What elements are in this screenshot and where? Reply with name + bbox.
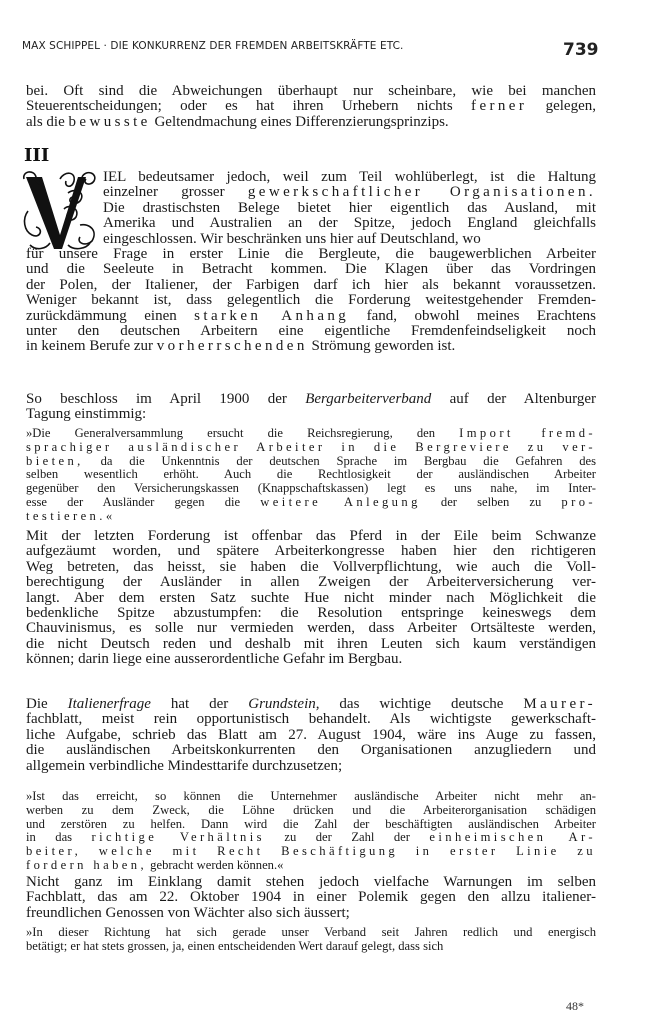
text-run: und zerstören zu helfen. Dann wird die Zahl der beschäftigten ausländischen Arbeiter [26,816,596,831]
text-line [26,324,596,339]
paragraph-4 [26,529,596,668]
quotation-3 [26,926,596,954]
text-line [26,496,596,510]
text-line [26,790,596,804]
text-run: Strömung geworden ist. [307,338,456,355]
spaced-emphasis: richtige Verhältnis [91,830,265,845]
text-run: So beschloss im April 1900 der [26,391,306,407]
text-line [26,99,596,114]
text-run: bei. Oft sind die Abweichungen überhaupt nur scheinbare, wie bei manchen [26,83,596,99]
text-line [26,293,596,308]
section-numeral: III [24,145,50,166]
text-run: einzelner grosser [103,184,248,201]
running-title: MAX SCHIPPEL · DIE KONKURRENZ DER FREMDEN ARBEITSKRÄFTE ETC. [22,40,404,52]
spaced-emphasis: gewerkschaftlicher Organisationen. [247,184,596,201]
text-run: Die drastischsten Belege bietet hier eigentlich das Ausland, mit [103,199,596,216]
text-run: in keinem Berufe zur [26,338,157,355]
text-run: selben wesentlich erhöht. Auch die Rechtlosigkeit der ausländischen Arbeiter [26,467,596,482]
paragraph-6 [26,875,596,921]
spaced-emphasis: starken Anhang [194,307,350,324]
text-line [26,759,596,774]
text-run: Nicht ganz im Einklang damit stehen jedoch vielfache Warnungen im selben [26,874,596,890]
text-run: berechtigung der Ausländer in allen Zweigen der Arbeiterversicherung ver- [26,574,596,591]
text-line [26,804,596,818]
text-line [26,845,596,859]
text-run: »In dieser Richtung hat sich gerade unser Verband seit Jahren redlich und energisch [26,925,596,939]
text-line [26,859,596,873]
spaced-emphasis: Import fremd- [459,426,596,440]
page-number: 739 [563,40,599,60]
spaced-emphasis: Maurer- [523,696,596,712]
spaced-emphasis: beiter, welche mit Recht Beschäftigung in erster Linie zu [26,844,596,859]
spaced-emphasis: testieren. [26,508,106,523]
text-run: fand, obwohl meines Erachtens [349,307,596,324]
text-line [26,818,596,832]
text-run: gebracht werden können.« [147,857,284,872]
text-run: betätigt; er hat stets grossen, ja, einen entscheidenden Wert darauf gelegt, dass sich [26,938,444,953]
paragraph-5 [26,697,596,774]
text-line [26,621,596,636]
text-run: Geltendmachung eines Differenzierungsprinzips. [150,113,449,130]
text-run: »Die Generalversammlung ersucht die Reichsregierung, den [26,426,460,440]
quotation-2 [26,790,596,873]
text-run: gegenüber den Versicherungskassen (Knappschaftskassen) legt es uns nahe, im Inter- [26,481,596,496]
italic-emphasis: Bergarbeiterverband [305,391,432,407]
text-run: eingeschlossen. Wir beschränken uns hier auf Deutschland, wo [103,230,481,247]
text-run: auf der Altenburger [431,391,596,407]
text-line [26,728,596,743]
text-line [103,232,596,247]
text-run: Amerika und Australien an der Spitze, jedoch England gleichfalls [103,215,596,232]
text-line [26,637,596,652]
text-line [103,185,596,200]
text-line [26,544,596,559]
spaced-emphasis: einheimischen Ar- [429,830,596,845]
text-line [26,262,596,277]
paragraph-2-indented [26,170,596,247]
text-run: zurückdämmung einen [26,307,195,324]
text-line [26,652,596,667]
spaced-emphasis: pro- [561,494,597,509]
signature-mark: 48* [566,999,584,1013]
text-run: Mit der letzten Forderung ist offenbar das Pferd in der Eile beim Schwanze [26,528,596,544]
text-run: esse der Ausländer gegen die [26,494,261,509]
text-run: IEL bedeutsamer jedoch, weil zum Teil wohlüberlegt, ist die Haltung [103,169,596,185]
italic-emphasis: Grundstein, [248,696,320,712]
text-line [103,170,596,185]
text-line [26,926,596,940]
text-line [26,510,596,524]
text-run: Chauvinismus, es solle nur vermieden werden, dass Arbeiter Ortsälteste werden, [26,620,596,637]
text-line [26,831,596,845]
text-line [103,201,596,216]
text-run: der Polen, der Italiener, der Farbigen darf ich hier als bekannt voraussetzen. [26,276,596,293]
paragraph-3 [26,392,596,423]
text-run: langt. Aber dem ersten Satz suchte Hue nicht minder nach Möglichkeit die [26,589,596,606]
text-run: der selben zu [420,494,562,509]
text-line [26,455,596,469]
text-line [26,482,596,496]
text-line [26,309,596,324]
text-line [26,247,596,262]
text-run: und die Seeleute in Betracht kommen. Die Klagen über das Vordringen [26,261,596,278]
italic-emphasis: Italienerfrage [67,696,151,712]
text-run: Weg betreten, das heisst, sie haben die Vollverpflichtung, wie auch die Voll- [26,558,596,575]
text-run: die nicht Deutsch reden und deshalb mit ihren Leuten sich kaum verständigen [26,635,596,652]
text-run: die ausländischen Arbeitskonkurrenten den Organisationen anzugliedern und [26,742,596,759]
text-line [26,84,596,99]
text-run: freundlichen Genossen von Wächter also sich äussert; [26,904,350,921]
text-run: da die Unkenntnis der deutschen Sprache im Bergbau die Gefahren des [83,453,596,468]
text-run: können; darin liege eine ausserordentliche Gefahr im Bergbau. [26,651,403,668]
text-run: Weniger bekannt ist, dass gelegentlich die Forderung weitestgehender Fremden- [26,292,596,309]
text-run: das wichtige deutsche [319,696,524,712]
text-line [26,407,596,422]
text-line [26,529,596,544]
spaced-emphasis: bieten, [26,453,84,468]
text-line [26,875,596,890]
text-line [26,392,596,407]
quotation-1 [26,427,596,524]
text-run: als die [26,113,69,130]
spaced-emphasis: bewusste [68,113,151,130]
spaced-emphasis: sprachiger ausländischer Arbeiter in die Bergreviere zu ver- [26,439,596,454]
text-line [26,906,596,921]
text-run: Steuerentscheidungen; oder es hat ihren Urhebern nichts [26,98,472,115]
text-line [26,940,596,954]
text-line [103,216,596,231]
text-run: aufgezäumt worden, und spätere Arbeiterkongresse haben hier den richtigeren [26,543,596,560]
text-line [26,606,596,621]
text-run: für unsere Frage in erster Linie die Bergleute, die baugewerblichen Arbeiter [26,246,596,262]
text-line [26,560,596,575]
text-run: hat der [150,696,249,712]
text-run: bedenkliche Spitze abzustumpfen: die Resolution entspringe keineswegs dem [26,605,596,622]
text-line [26,890,596,905]
spaced-emphasis: vorherrschenden [156,338,308,355]
text-line [26,591,596,606]
text-line [26,278,596,293]
text-run: Tagung einstimmig: [26,406,147,423]
text-line [26,712,596,727]
spaced-emphasis: ferner [471,98,528,115]
text-run: zu der Zahl der [264,830,430,845]
text-run: »Ist das erreicht, so können die Unternehmer ausländische Arbeiter nicht mehr an- [26,789,596,803]
paragraph-2 [26,247,596,355]
text-run: gelegen, [527,98,596,115]
text-run: in das [26,830,92,845]
text-line [26,115,596,130]
text-run: werben zu dem Zweck, die Löhne drücken und die Arbeiterorganisation schädigen [26,802,596,817]
text-line [26,468,596,482]
text-run: Fachblatt, das am 22. Oktober 1904 in einer Polemik gegen den allzu italiener- [26,889,596,906]
text-line [26,743,596,758]
text-line [26,575,596,590]
text-run: fachblatt, meist rein opportunistisch behandelt. Als wichtigste gewerkschaft- [26,711,596,728]
text-line [26,441,596,455]
spaced-emphasis: fordern haben, [26,857,148,872]
spaced-emphasis: weitere Anlegung [260,494,421,509]
text-line [26,697,596,712]
text-run: unter den deutschen Arbeitern eine eigentliche Fremdenfeindseligkeit noch [26,323,596,340]
paragraph-1 [26,84,596,130]
text-line [26,339,596,354]
text-run: liche Aufgabe, schrieb das Blatt am 27. August 1904, wäre ins Auge zu fassen, [26,726,596,743]
text-run: Die [26,696,68,712]
text-line [26,427,596,441]
text-run: « [105,508,113,523]
text-run: allgemein verbindliche Mindesttarife durchzusetzen; [26,757,343,774]
